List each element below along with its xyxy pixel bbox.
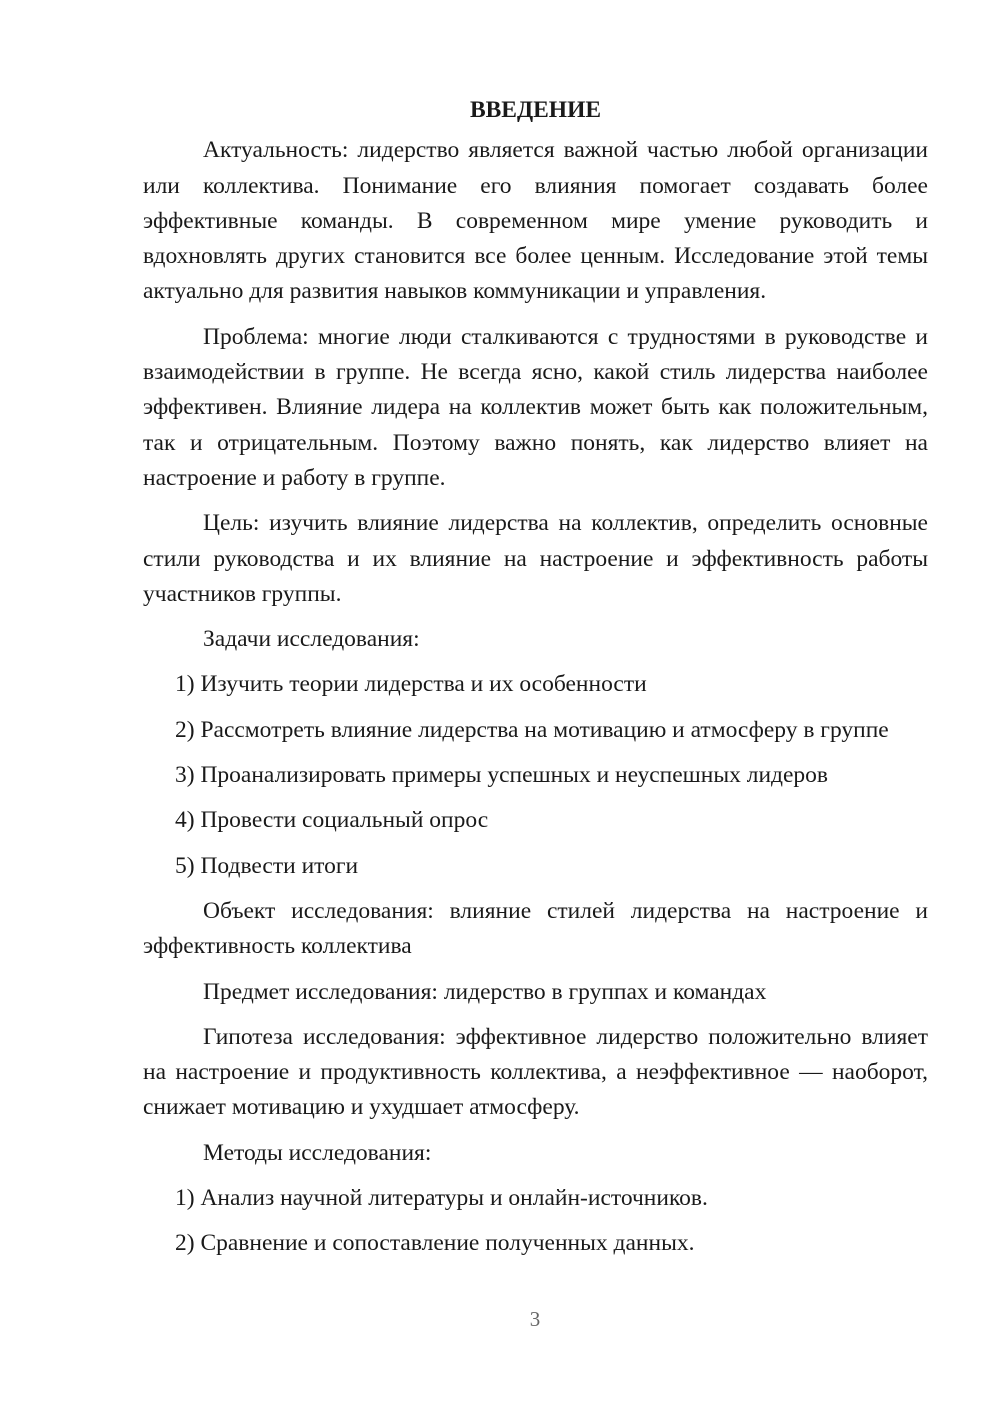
problem-paragraph: Проблема: многие люди сталкиваются с трудностями в руководстве и взаимодействии в группе. Не всегда ясно, какой стиль лидерства наиболее эффективен. Влияние лидера на коллектив может быть как положительным, так и отрицательным. Поэтому важно понять, как лидерство влияет на настроение и работу в группе. [143,323,928,491]
page-title: ВВЕДЕНИЕ [469,97,602,123]
list-item: 2) Рассмотреть влияние лидерства на мотивацию и атмосферу в группе [175,716,889,743]
object-paragraph: Объект исследования: влияние стилей лидерства на настроение и эффективность коллектива [143,897,928,960]
list-item: 1) Анализ научной литературы и онлайн-источников. [175,1185,708,1212]
subject-paragraph: Предмет исследования: лидерство в группах и командах [203,978,767,1005]
hypothesis-paragraph: Гипотеза исследования: эффективное лидерство положительно влияет на настроение и продуктивность коллектива, а неэффективное — наоборот, снижает мотивацию и ухудшает атмосферу. [143,1023,928,1121]
methods-list [143,1181,928,1262]
document-body [143,93,928,1272]
list-item: 2) Сравнение и сопоставление полученных данных. [175,1230,695,1257]
list-item: 3) Проанализировать примеры успешных и неуспешных лидеров [175,762,829,789]
list-item: 5) Подвести итоги [175,852,359,879]
tasks-heading: Задачи исследования: [203,626,420,653]
list-item: 1) Изучить теории лидерства и их особенности [175,671,647,698]
tasks-list [143,667,928,883]
page-number: 3 [529,1307,541,1331]
relevance-paragraph: Актуальность: лидерство является важной частью любой организации или коллектива. Понимание его влияния помогает создавать более эффективные команды. В современном мире умение руководить и вдохновлять других становится все более ценным. Исследование этой темы актуально для развития навыков коммуникации и управления. [143,137,928,305]
list-item: 4) Провести социальный опрос [175,807,489,834]
goal-paragraph: Цель: изучить влияние лидерства на коллектив, определить основные стили руководства и их влияние на настроение и эффективность работы участников группы. [143,510,928,607]
methods-heading: Методы исследования: [203,1139,432,1166]
